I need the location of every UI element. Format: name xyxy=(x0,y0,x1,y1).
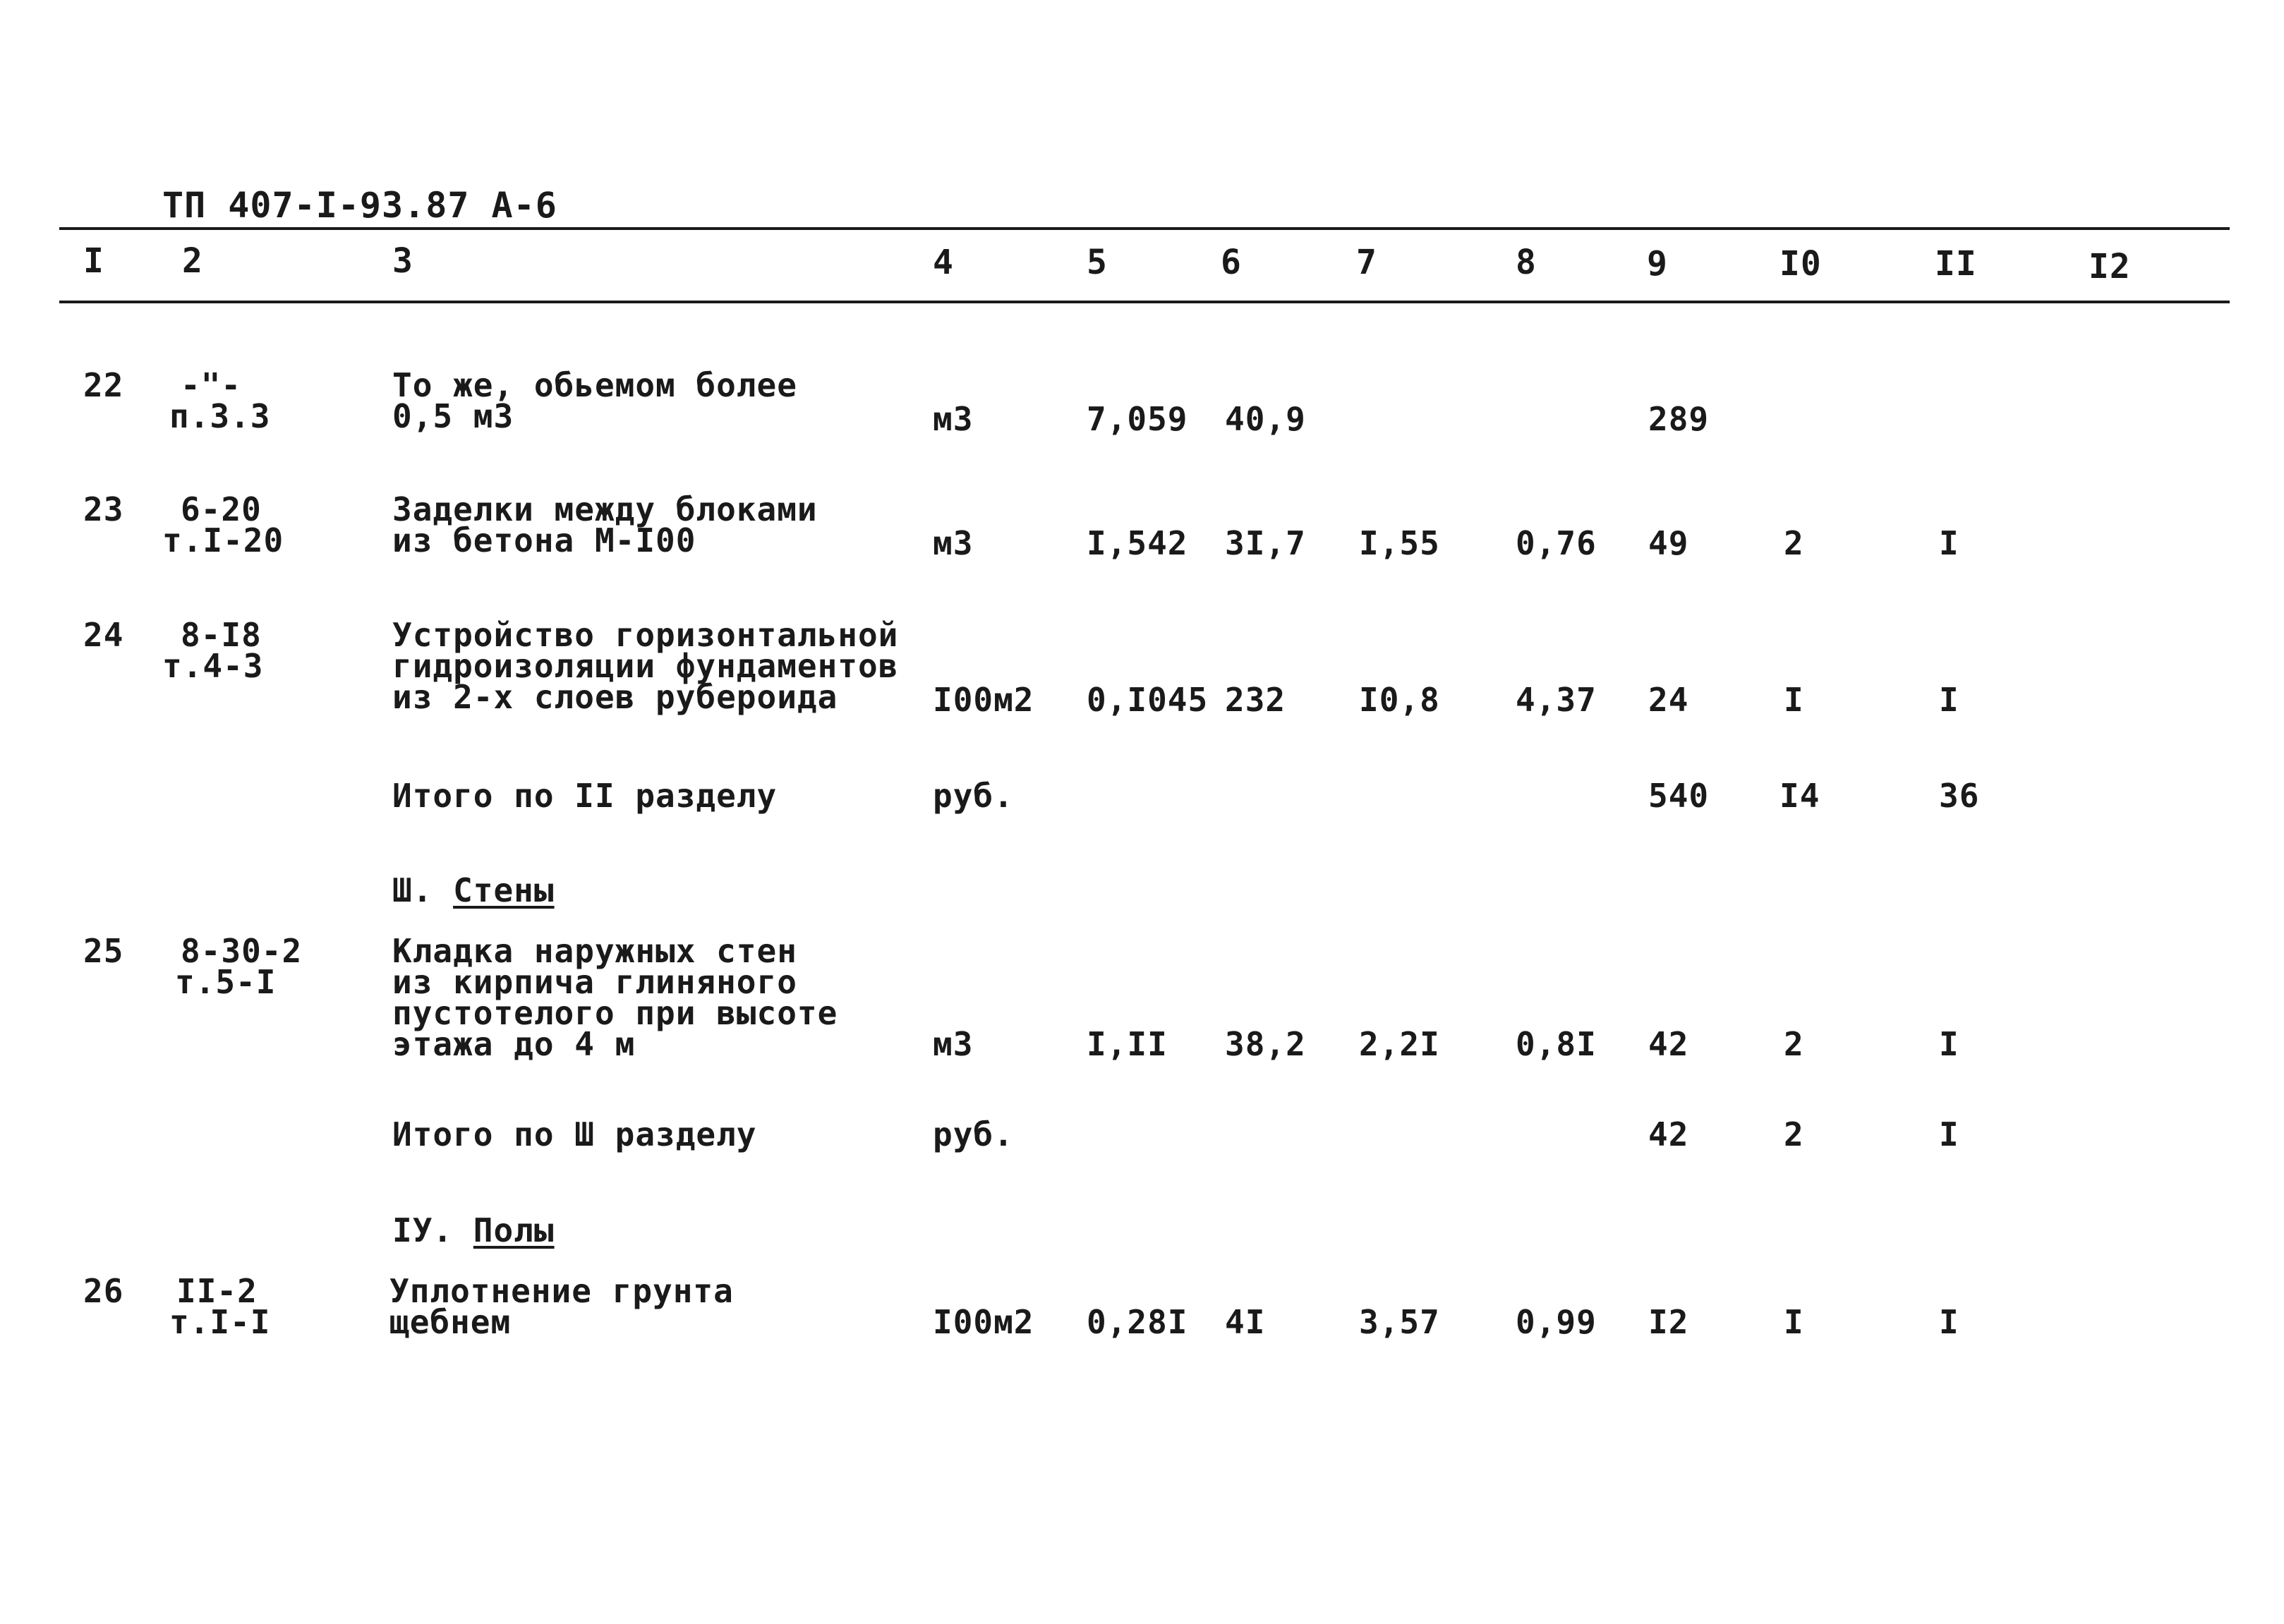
row-26-ref-line-1: II-2 xyxy=(176,1272,258,1310)
section-3-title: Стены xyxy=(453,871,555,909)
row-23-col-5: I,542 xyxy=(1087,524,1188,562)
row-25-col-6: 38,2 xyxy=(1225,1025,1306,1063)
row-24-unit: I00м2 xyxy=(933,681,1034,719)
row-24-desc-line-1: Устройство горизонтальной xyxy=(392,616,899,654)
section-4-heading xyxy=(392,1211,555,1249)
total-section-2-col-10: I4 xyxy=(1780,777,1820,815)
row-26-col-11: I xyxy=(1939,1303,1959,1341)
total-section-2-col-9: 540 xyxy=(1648,777,1710,815)
column-header-5: 5 xyxy=(1087,243,1108,282)
row-23-col-8: 0,76 xyxy=(1516,524,1597,562)
row-23-col-10: 2 xyxy=(1784,524,1804,562)
row-22-ref-line-1: -"- xyxy=(181,366,242,404)
row-26-number: 26 xyxy=(83,1272,124,1310)
row-26-desc-line-2: щебнем xyxy=(389,1303,512,1341)
row-22-desc-line-1: То же, обьемом более xyxy=(392,366,797,404)
row-22-ref-line-2: п.3.3 xyxy=(169,397,271,435)
column-header-12: I2 xyxy=(2089,247,2131,286)
row-26-unit: I00м2 xyxy=(933,1303,1034,1341)
column-header-8: 8 xyxy=(1516,243,1537,282)
total-section-2-col-11: 36 xyxy=(1939,777,1980,815)
row-23-col-9: 49 xyxy=(1648,524,1689,562)
row-22-col-6: 40,9 xyxy=(1225,400,1306,438)
row-25-ref-line-1: 8-30-2 xyxy=(181,932,303,970)
row-26-col-8: 0,99 xyxy=(1516,1303,1597,1341)
row-24-number: 24 xyxy=(83,616,124,654)
row-23-unit: м3 xyxy=(933,524,974,562)
row-23-col-6: 3I,7 xyxy=(1225,524,1306,562)
column-header-6: 6 xyxy=(1221,243,1242,282)
column-header-2: 2 xyxy=(182,241,203,281)
row-26-ref-line-2: т.I-I xyxy=(169,1303,271,1341)
row-26-col-9: I2 xyxy=(1648,1303,1689,1341)
row-24-col-6: 232 xyxy=(1225,681,1286,719)
row-25-col-11: I xyxy=(1939,1025,1959,1063)
row-25-col-8: 0,8I xyxy=(1516,1025,1597,1063)
row-23-col-7: I,55 xyxy=(1359,524,1440,562)
row-24-ref-line-1: 8-I8 xyxy=(181,616,262,654)
total-section-2-label: Итого по II разделу xyxy=(392,777,778,815)
column-header-9: 9 xyxy=(1647,244,1668,284)
row-23-ref-line-1: 6-20 xyxy=(181,490,262,528)
total-section-3-col-10: 2 xyxy=(1784,1115,1804,1153)
row-26-col-7: 3,57 xyxy=(1359,1303,1440,1341)
total-section-3-col-11: I xyxy=(1939,1115,1959,1153)
document-code: ТП 407-I-93.87 А-6 xyxy=(162,185,557,226)
row-22-unit: м3 xyxy=(933,400,974,438)
row-26-col-5: 0,28I xyxy=(1087,1303,1188,1341)
row-24-desc-line-2: гидроизоляции фундаментов xyxy=(392,647,899,685)
row-25-desc-line-1: Кладка наружных стен xyxy=(392,932,797,970)
row-23-ref-line-2: т.I-20 xyxy=(162,521,284,559)
row-26-desc-line-1: Уплотнение грунта xyxy=(389,1272,734,1310)
row-22-col-9: 289 xyxy=(1648,400,1710,438)
column-header-1: I xyxy=(83,241,104,281)
column-header-7: 7 xyxy=(1356,243,1377,282)
total-section-3-col-9: 42 xyxy=(1648,1115,1689,1153)
total-section-2-unit: руб. xyxy=(933,777,1014,815)
row-22-col-5: 7,059 xyxy=(1087,400,1188,438)
column-header-3: 3 xyxy=(392,241,413,281)
column-header-10: I0 xyxy=(1780,244,1822,284)
row-25-unit: м3 xyxy=(933,1025,974,1063)
total-section-3-label: Итого по Ш разделу xyxy=(392,1115,757,1153)
row-24-ref-line-2: т.4-3 xyxy=(162,647,264,685)
row-26-col-10: I xyxy=(1784,1303,1804,1341)
row-24-col-7: I0,8 xyxy=(1359,681,1440,719)
row-23-desc-line-2: из бетона М-I00 xyxy=(392,521,696,559)
row-25-col-5: I,II xyxy=(1087,1025,1168,1063)
row-25-col-9: 42 xyxy=(1648,1025,1689,1063)
column-header-4: 4 xyxy=(933,243,954,282)
row-23-desc-line-1: Заделки между блоками xyxy=(392,490,818,528)
row-24-desc-line-3: из 2-х слоев рубероида xyxy=(392,678,838,716)
row-23-col-11: I xyxy=(1939,524,1959,562)
row-24-col-5: 0,I045 xyxy=(1087,681,1209,719)
row-25-col-10: 2 xyxy=(1784,1025,1804,1063)
row-24-col-9: 24 xyxy=(1648,681,1689,719)
section-4-number: IУ. xyxy=(392,1211,454,1249)
row-25-ref-line-2: т.5-I xyxy=(175,963,277,1001)
row-25-desc-line-2: из кирпича глиняного xyxy=(392,963,797,1001)
row-26-col-6: 4I xyxy=(1225,1303,1266,1341)
row-24-col-11: I xyxy=(1939,681,1959,719)
header-top-rule xyxy=(59,227,2230,230)
column-header-11: II xyxy=(1935,244,1977,284)
section-4-title: Полы xyxy=(473,1211,555,1249)
section-3-number: Ш. xyxy=(392,871,433,909)
row-24-col-8: 4,37 xyxy=(1516,681,1597,719)
row-25-desc-line-4: этажа до 4 м xyxy=(392,1025,636,1063)
row-22-number: 22 xyxy=(83,366,124,404)
row-25-number: 25 xyxy=(83,932,124,970)
header-bottom-rule xyxy=(59,301,2230,303)
row-24-col-10: I xyxy=(1784,681,1804,719)
row-25-desc-line-3: пустотелого при высоте xyxy=(392,994,838,1032)
total-section-3-unit: руб. xyxy=(933,1115,1014,1153)
section-3-heading xyxy=(392,871,555,909)
row-22-desc-line-2: 0,5 м3 xyxy=(392,397,514,435)
row-25-col-7: 2,2I xyxy=(1359,1025,1440,1063)
row-23-number: 23 xyxy=(83,490,124,528)
